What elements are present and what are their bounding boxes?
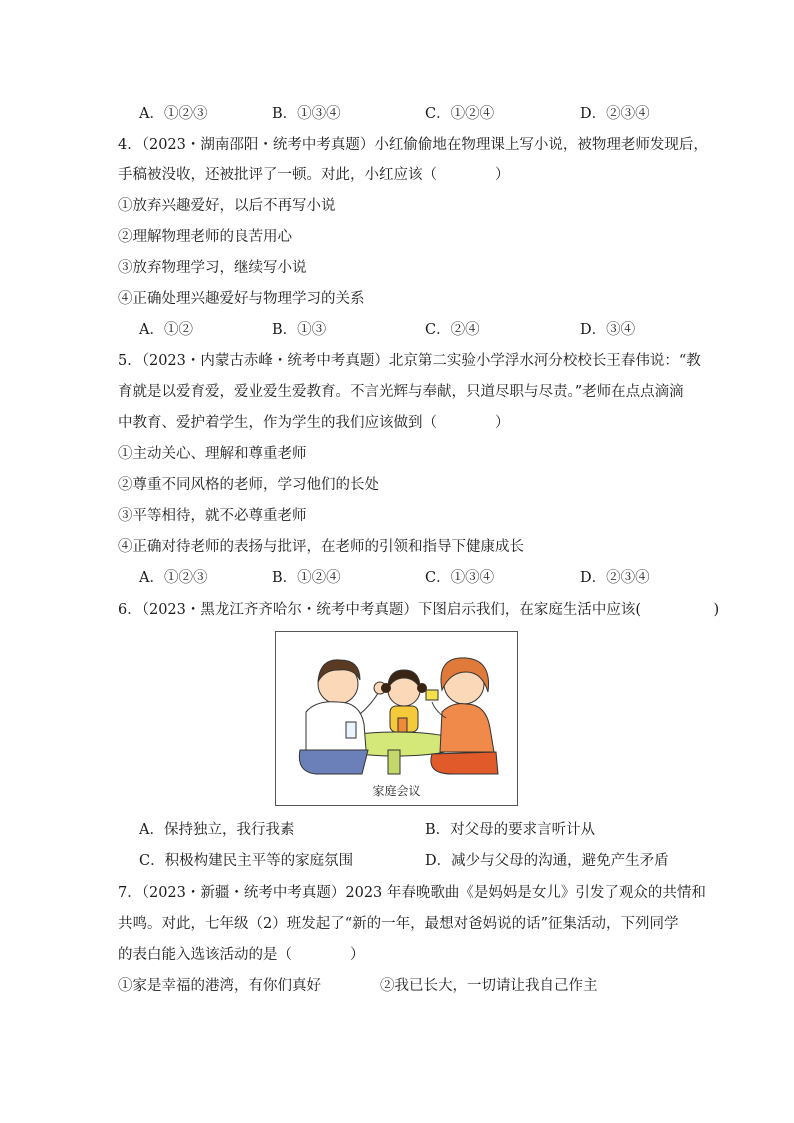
q4-option-b: B．①③: [272, 322, 327, 338]
q6-option-c: C．积极构建民主平等的家庭氛围: [139, 853, 354, 869]
q7-item-1: ①家是幸福的港湾，有你们真好: [118, 978, 321, 994]
q4-option-c: C．②④: [425, 322, 480, 338]
q5-option-a: A．①②③: [139, 570, 208, 586]
q5-stem-line-2: 育就是以爱育爱，爱业爱生爱教育。不言光辉与奉献，只道尽职与尽责。”老师在点点滴滴: [118, 384, 684, 400]
q4-item-3: ③放弃物理学习，继续写小说: [118, 260, 307, 276]
q5-stem-line-1: 5．（2023・内蒙古赤峰・统考中考真题）北京第二实验小学浮水河分校校长王春伟说：“教: [118, 353, 701, 369]
q5-item-1: ①主动关心、理解和尊重老师: [118, 446, 307, 462]
q4-stem-line-1: 4．（2023・湖南邵阳・统考中考真题）小红偷偷地在物理课上写小说，被物理老师发现后，: [118, 137, 708, 153]
q3-option-c: C．①②④: [425, 106, 495, 122]
q3-option-a: A．①②③: [139, 106, 208, 122]
q7-stem-line-1: 7．（2023・新疆・统考中考真题）2023 年春晚歌曲《是妈妈是女儿》引发了观众的共情和: [118, 885, 706, 901]
q5-option-c: C．①③④: [425, 570, 495, 586]
q5-item-2: ②尊重不同风格的老师，学习他们的长处: [118, 477, 379, 493]
family-meeting-illustration: [275, 631, 518, 806]
q4-item-1: ①放弃兴趣爱好，以后不再写小说: [118, 198, 336, 214]
q6-stem: 6．（2023・黑龙江齐齐哈尔・统考中考真题）下图启示我们，在家庭生活中应该( ): [118, 602, 720, 618]
q6-option-b: B．对父母的要求言听计从: [425, 822, 596, 838]
q4-stem-line-2: 手稿被没收，还被批评了一顿。对此，小红应该（ ）: [118, 167, 510, 183]
family-meeting-drawing: [276, 632, 517, 780]
q5-option-d: D．②③④: [580, 570, 650, 586]
q4-option-d: D．③④: [580, 322, 636, 338]
q7-stem-line-3: 的表白能入选该活动的是（ ）: [118, 947, 365, 963]
q7-item-2: ②我已长大，一切请让我自己作主: [380, 978, 598, 994]
q4-item-2: ②理解物理老师的良苦用心: [118, 229, 292, 245]
q4-item-4: ④正确处理兴趣爱好与物理学习的关系: [118, 291, 365, 307]
q5-item-4: ④正确对待老师的表扬与批评，在老师的引领和指导下健康成长: [118, 539, 524, 555]
q3-option-b: B．①③④: [272, 106, 341, 122]
illustration-caption: 家庭会议: [372, 784, 421, 798]
q6-option-d: D．减少与父母的沟通，避免产生矛盾: [425, 853, 669, 869]
q5-option-b: B．①②④: [272, 570, 341, 586]
q4-option-a: A．①②: [139, 322, 193, 338]
q7-stem-line-2: 共鸣。对此，七年级（2）班发起了“新的一年，最想对爸妈说的话”征集活动，下列同学: [118, 916, 679, 932]
q5-stem-line-3: 中教育、爱护着学生，作为学生的我们应该做到（ ）: [118, 415, 510, 431]
q6-option-a: A．保持独立，我行我素: [139, 822, 295, 838]
q5-item-3: ③平等相待，就不必尊重老师: [118, 508, 307, 524]
q3-option-d: D．②③④: [580, 106, 650, 122]
